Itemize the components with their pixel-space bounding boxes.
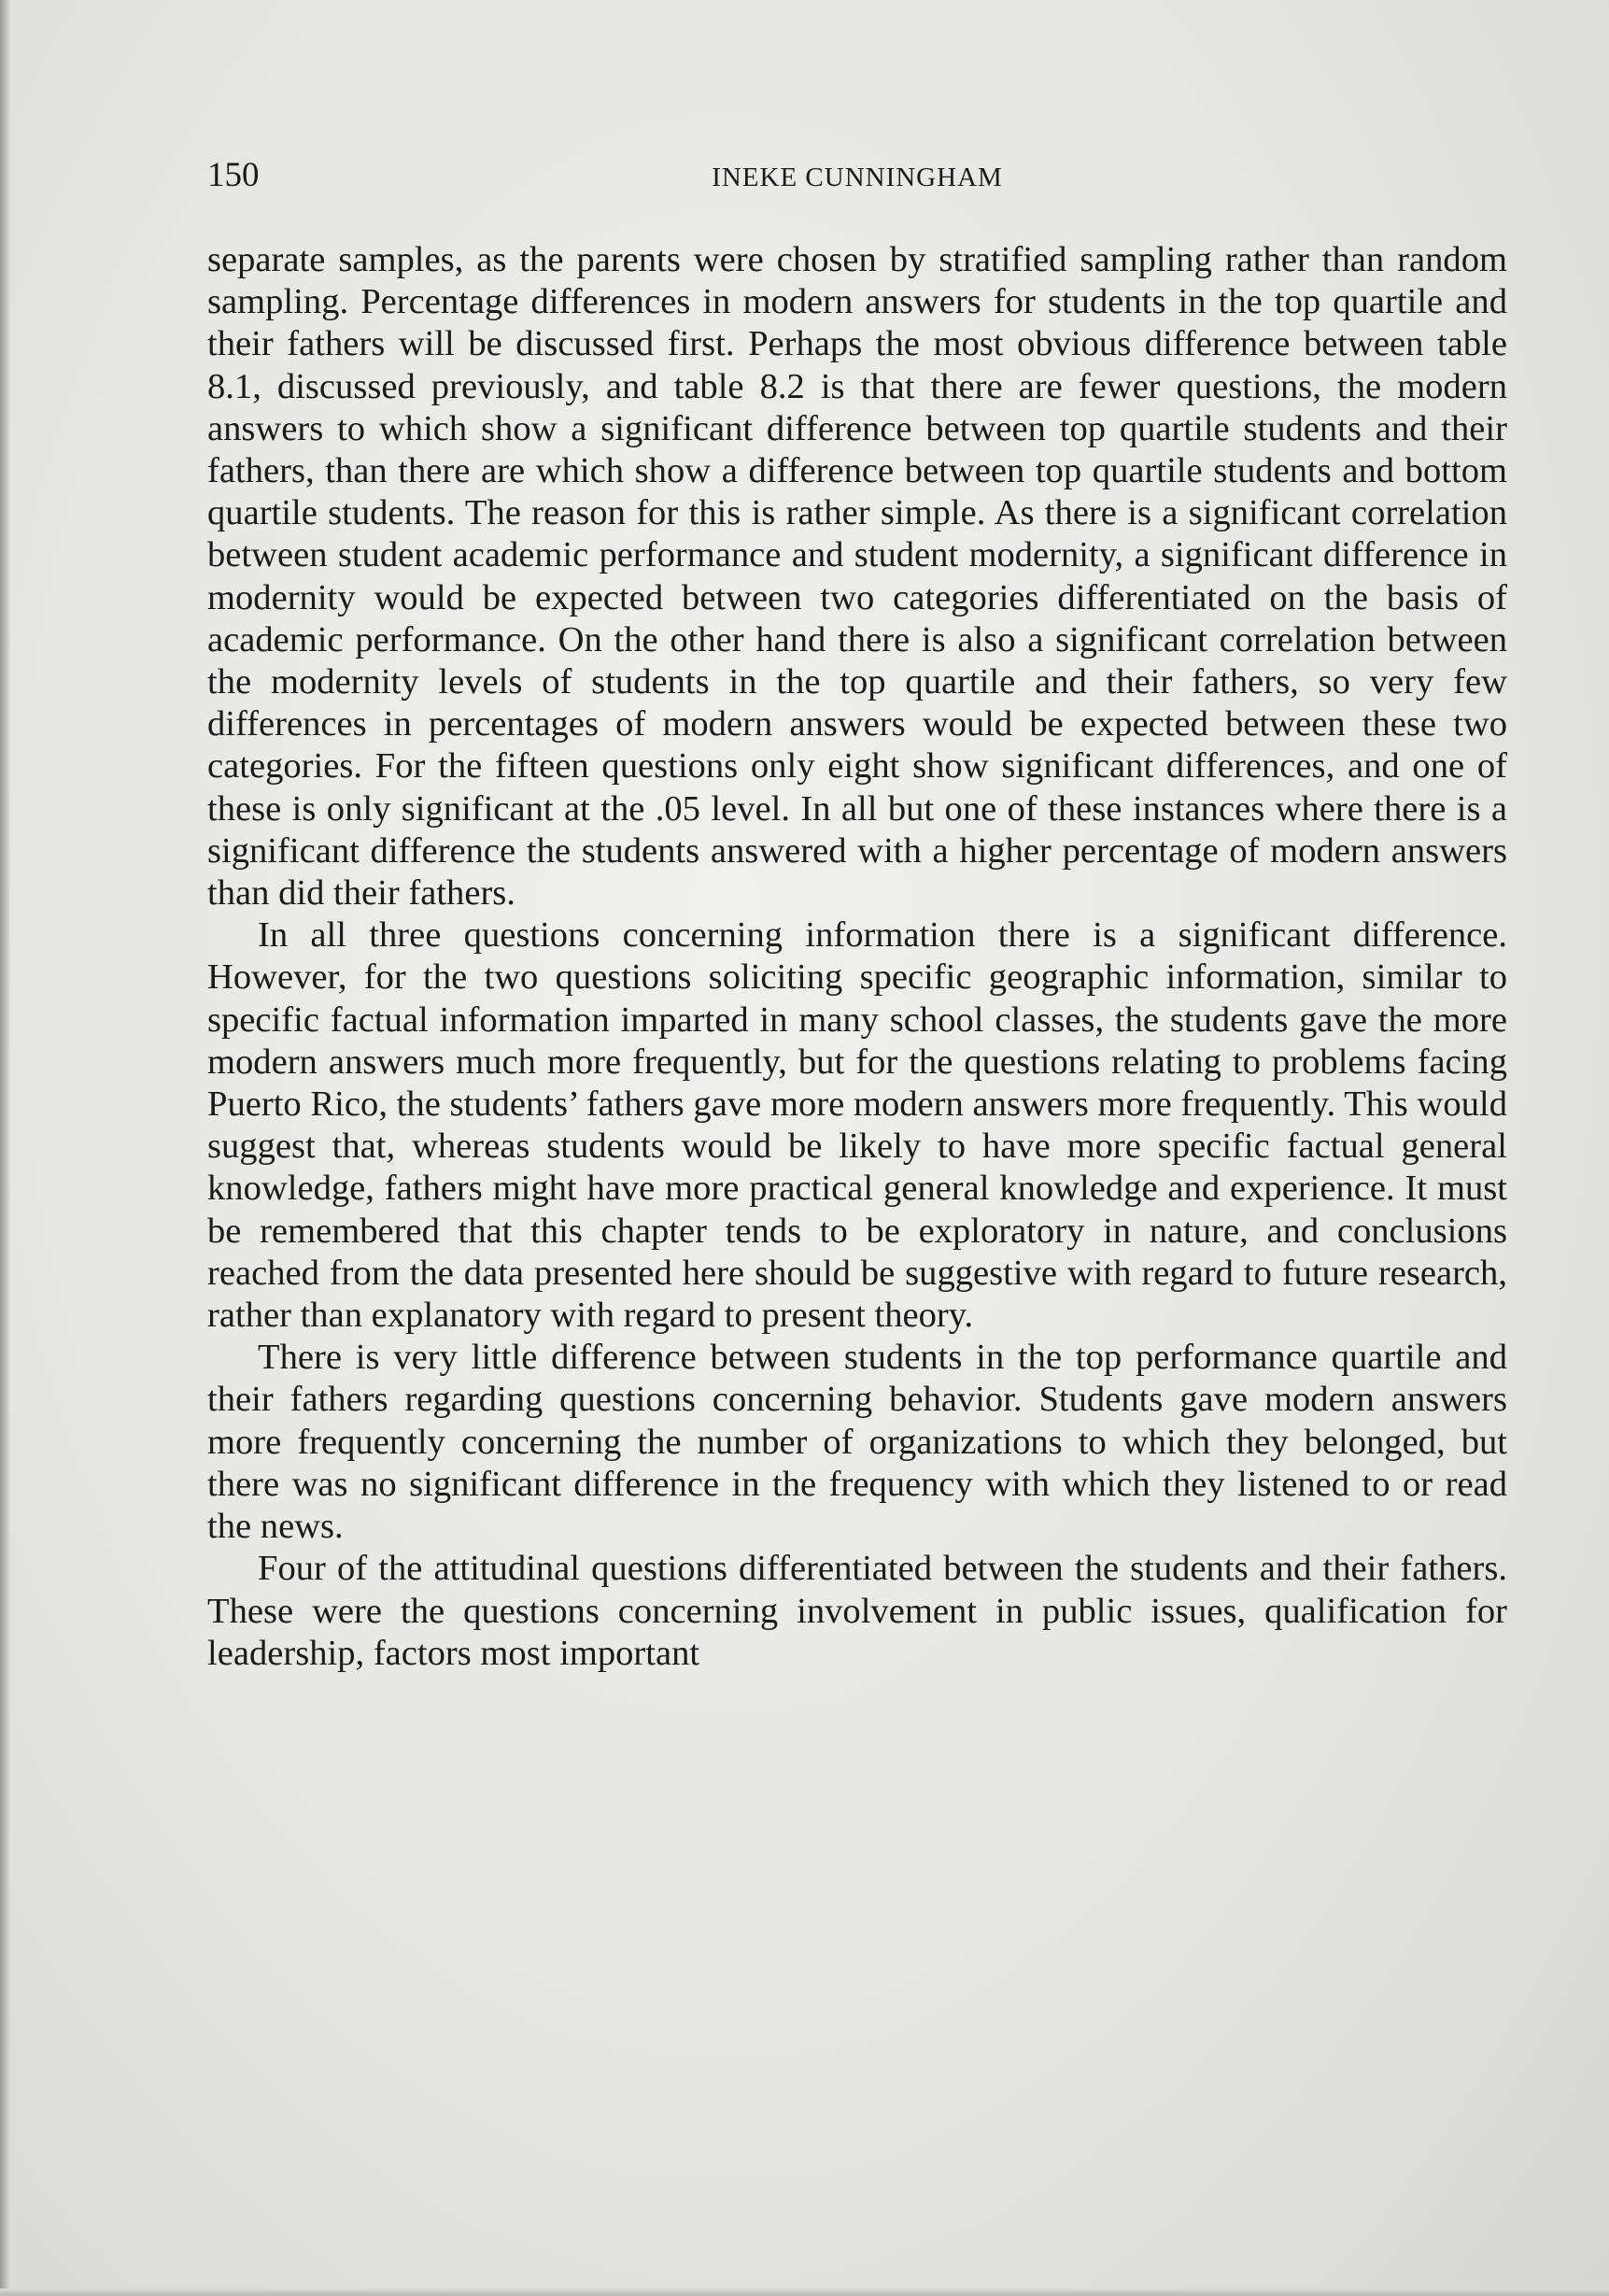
running-head — [207, 149, 1507, 202]
paragraph-behavior-questions: There is very little difference between students in the top performance quartile and their fathers regarding questions concerning behavior. Students gave modern answers more frequently concerning the number of organizations to which they belonged, but there was no significant difference in the frequency with which they listened to or read the news. — [207, 1338, 1507, 1547]
page-number: 150 — [207, 156, 260, 194]
running-title: INEKE CUNNINGHAM — [712, 163, 1003, 192]
paragraph-information-questions: In all three questions concerning information there is a significant difference. However, for the two questions soliciting specific geographic information, similar to specific factual information imparted in many school classes, the students gave the more modern answers much more frequently, but for the questions relating to problems facing Puerto Rico, the students’ fathers gave more modern answers more frequently. This would suggest that, whereas students would be likely to have more specific factual general knowledge, fathers might have more practical general knowledge and experience. It must be remembered that this chapter tends to be exploratory in nature, and conclusions reached from the data presented here should be suggestive with regard to future research, rather than explanatory with regard to present theory. — [207, 915, 1507, 1336]
page-binding-edge — [0, 0, 9, 2296]
page-bottom-edge — [0, 2289, 1609, 2296]
paragraph-attitudinal-questions: Four of the attitudinal questions differentiated between the students and their fathers. These were the questions concerning involvement in public issues, qualification for leadership, factors most important — [207, 1549, 1507, 1673]
paragraph-continuation: separate samples, as the parents were chosen by stratified sampling rather than random sampling. Percentage differences in modern answers for students in the top quartile and their fathers will be discussed first. Perhaps the most obvious difference between table 8.1, discussed previously, and table 8.2 is that there are fewer questions, the modern answers to which show a significant difference between top quartile students and their fathers, than there are which show a difference between top quartile students and bottom quartile students. The reason for this is rather simple. As there is a significant correlation between student academic performance and student modernity, a significant difference in modernity would be expected between two categories differentiated on the basis of academic performance. On the other hand there is also a significant correlation between the modernity levels of students in the top quartile and their fathers, so very few differences in percentages of modern answers would be expected between these two categories. For the fifteen questions only eight show significant differences, and one of these is only significant at the .05 level. In all but one of these instances where there is a significant difference the students answered with a higher percentage of modern answers than did their fathers. — [207, 240, 1507, 914]
body-text — [207, 239, 1507, 1675]
